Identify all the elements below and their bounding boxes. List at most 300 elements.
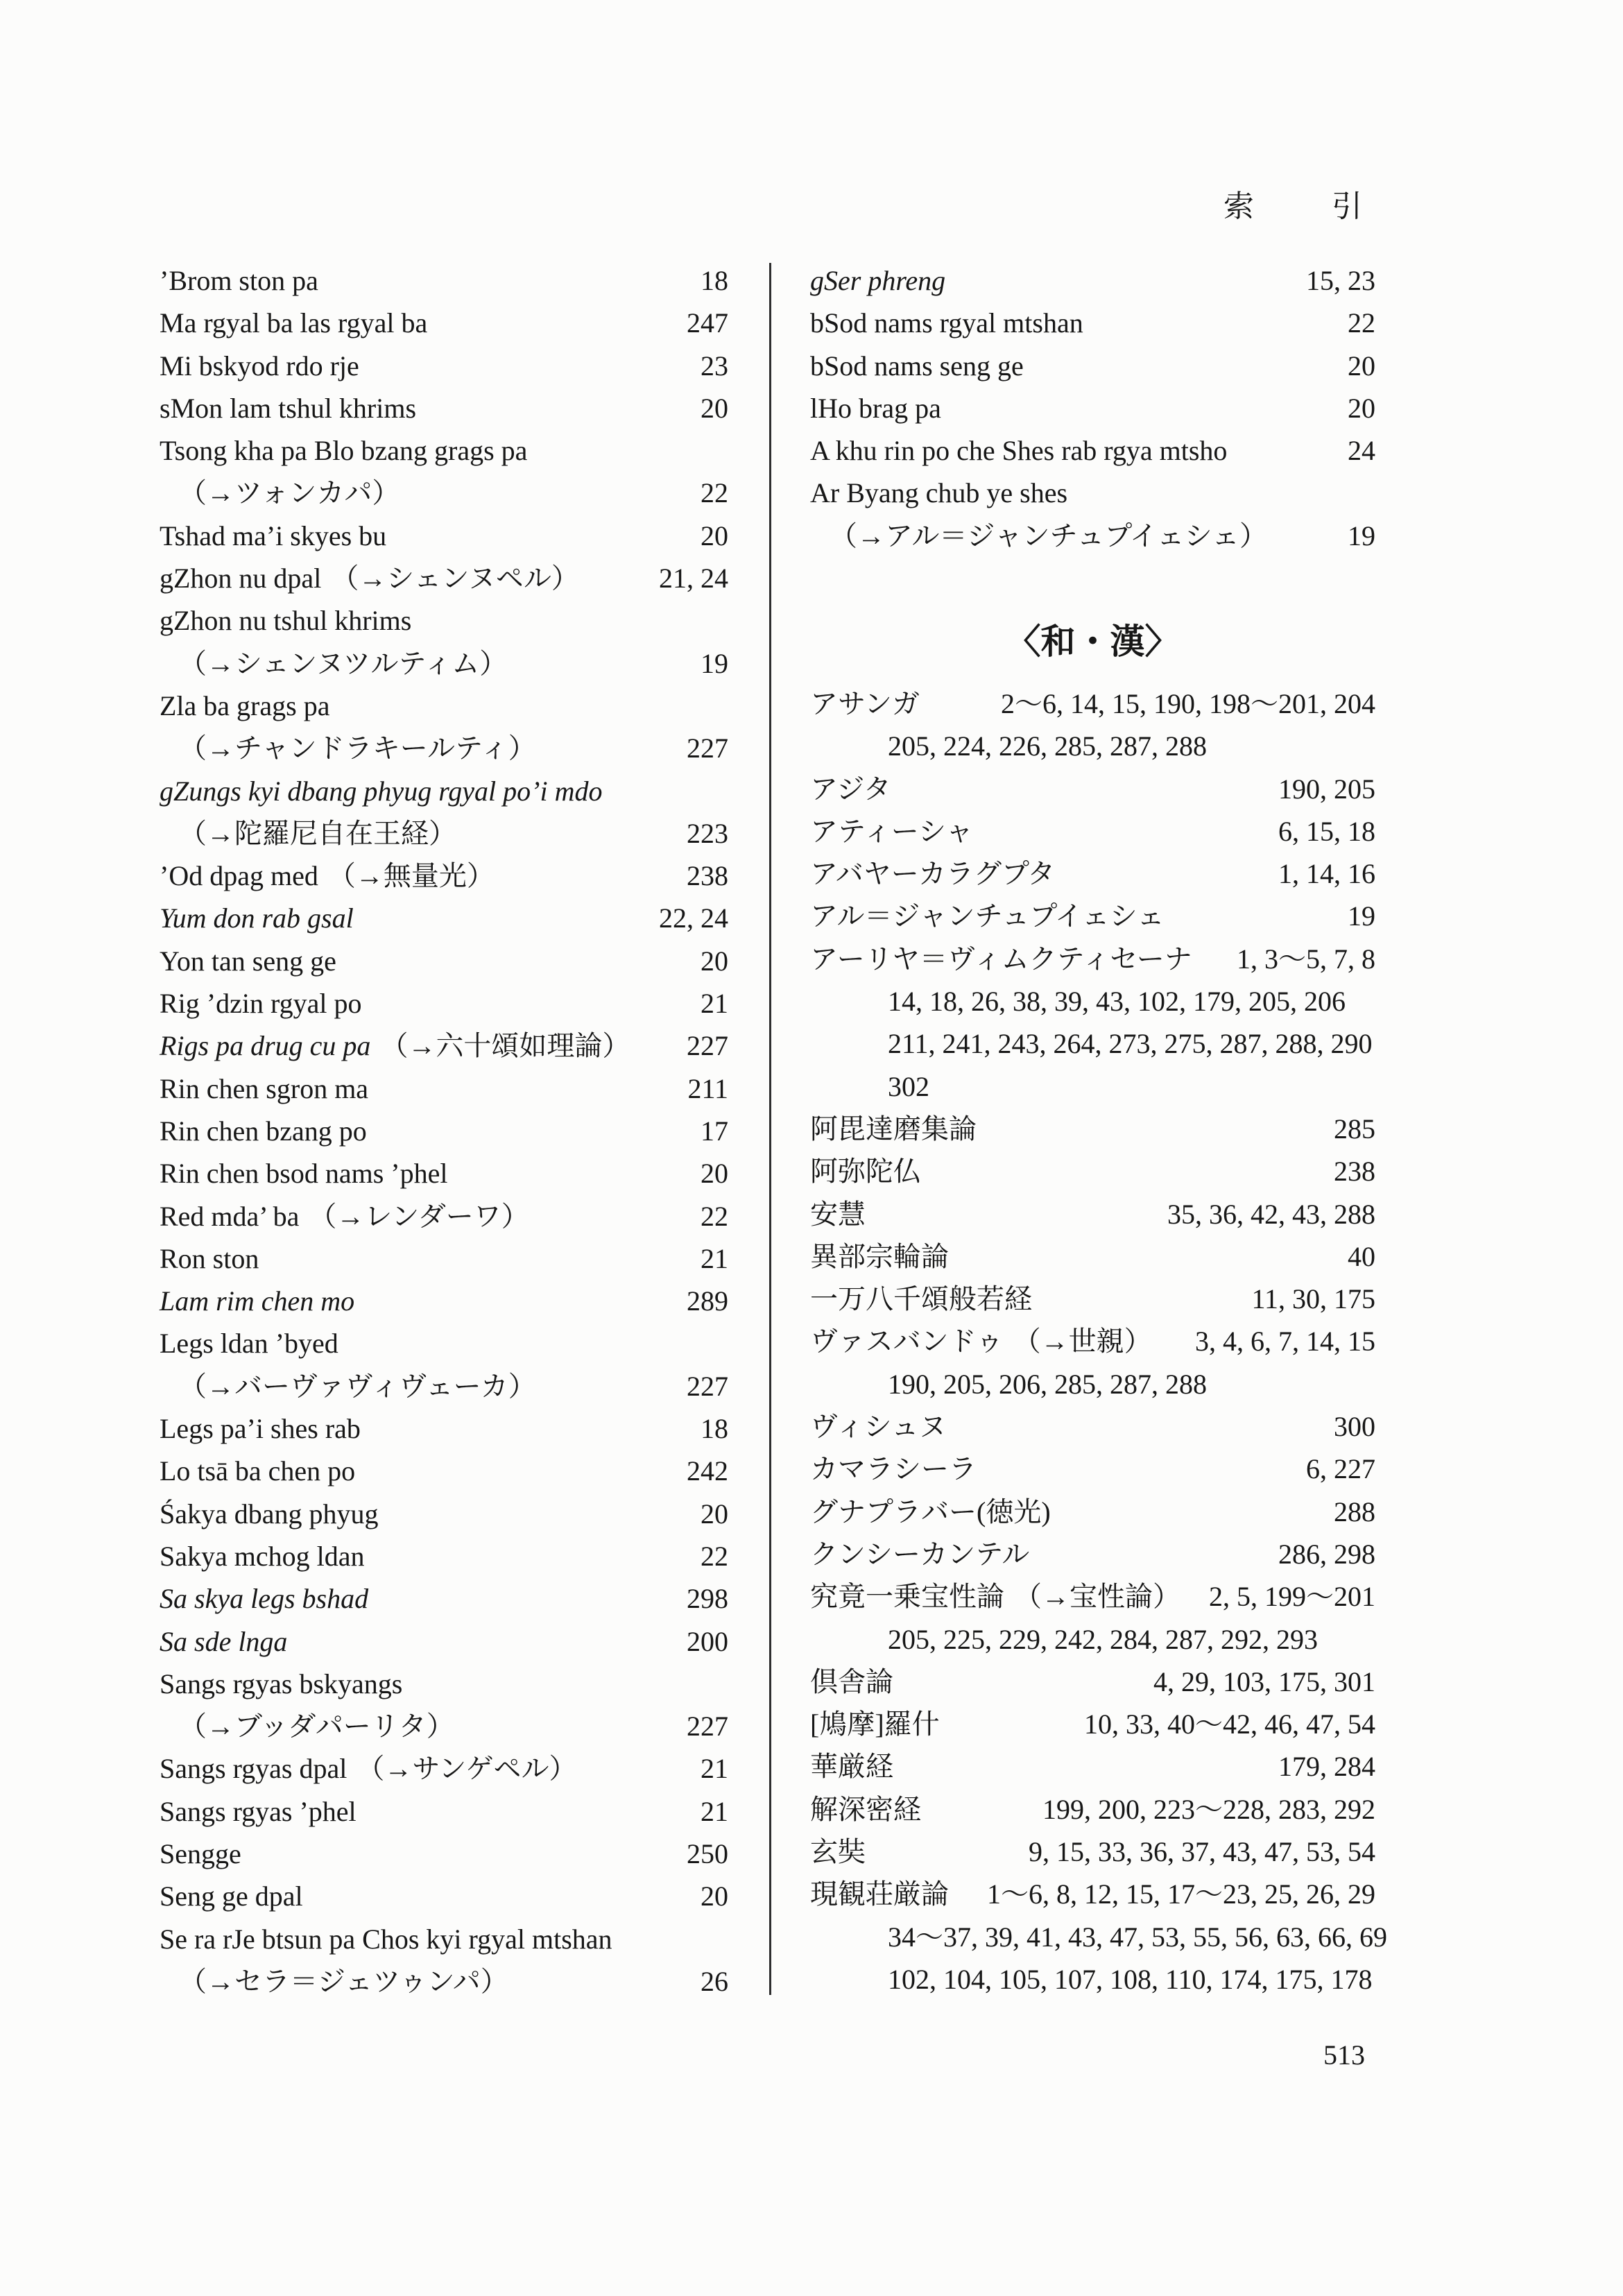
index-entry (810, 810, 1375, 853)
entry-term: bSod nams rgyal mtshan (810, 307, 1083, 339)
entry-term: 倶舎論 (810, 1665, 893, 1697)
entry-heading (160, 557, 579, 599)
entry-heading (160, 1663, 402, 1705)
entry-heading (810, 1533, 1029, 1575)
index-entry (160, 1493, 728, 1535)
index-entry (810, 259, 1375, 302)
entry-term: ’Brom ston pa (160, 265, 318, 296)
page-references: 286, 298 (1278, 1538, 1375, 1570)
entry-heading (810, 938, 1192, 980)
index-entry-continuation (810, 1958, 1375, 2001)
page-references: 223 (687, 817, 728, 849)
entry-term: ヴァスバンドゥ (810, 1326, 1004, 1357)
entry-heading (810, 768, 891, 810)
page-references: 20 (701, 1158, 728, 1190)
entry-heading (160, 1747, 577, 1790)
index-entry (160, 1663, 728, 1705)
index-entry (160, 685, 728, 727)
page-references: 20 (1348, 392, 1375, 424)
entry-term: gZhon nu dpal (160, 563, 322, 594)
page-references: 200 (687, 1625, 728, 1657)
running-head-char-1: 索 (1223, 189, 1254, 224)
index-entry (160, 1535, 728, 1577)
page-references: 10, 33, 40〜42, 46, 47, 54 (1084, 1708, 1375, 1740)
entry-heading (160, 1237, 259, 1280)
page-references: 20 (701, 1881, 728, 1912)
index-entry (160, 1918, 728, 1960)
index-entry (160, 515, 728, 557)
index-entry-continuation (160, 1365, 728, 1407)
cross-reference: （→サンゲペル） (357, 1753, 577, 1785)
index-entry-continuation (810, 1065, 1375, 1108)
entry-heading (160, 1493, 379, 1535)
page-references: 21 (701, 1242, 728, 1274)
entry-term: 阿毘達磨集論 (810, 1113, 977, 1145)
entry-term: Rin chen sgron ma (160, 1072, 369, 1104)
page-references: 2〜6, 14, 15, 190, 198〜201, 204 (1001, 688, 1375, 719)
entry-heading (810, 895, 1165, 937)
page-references: 20 (701, 945, 728, 977)
entry-term: Lo tsā ba chen po (160, 1455, 356, 1487)
left-column-entries (160, 259, 728, 2003)
entry-term: Legs pa’i shes rab (160, 1413, 361, 1445)
entry-term: Sakya mchog ldan (160, 1540, 365, 1572)
index-entry (160, 1237, 728, 1280)
running-head (0, 186, 1623, 228)
entry-heading (160, 1577, 368, 1620)
entry-heading (160, 1535, 365, 1577)
index-entry (810, 1873, 1375, 1915)
index-entry (810, 472, 1375, 514)
index-entry (160, 1280, 728, 1322)
entry-heading (160, 1620, 287, 1663)
index-entry (160, 897, 728, 939)
entry-term: Ron ston (160, 1242, 259, 1274)
entry-term: 玄奘 (810, 1836, 866, 1868)
section-heading: 〈和・漢〉 (1006, 621, 1180, 662)
page-references: 2, 5, 199〜201 (1209, 1581, 1375, 1613)
entry-heading (810, 1405, 947, 1448)
column-divider (769, 263, 771, 1995)
page-references: 227 (687, 1711, 728, 1742)
entry-heading (810, 980, 1346, 1022)
entry-heading (810, 1278, 1032, 1320)
page-references: 285 (1334, 1113, 1375, 1145)
page-references: 19 (1348, 520, 1375, 551)
index-entry-continuation (160, 812, 728, 855)
entry-heading (160, 1068, 368, 1110)
index-entry-continuation (160, 727, 728, 769)
entry-heading (810, 1575, 1180, 1618)
entry-heading (160, 1365, 536, 1407)
index-entry (810, 768, 1375, 810)
index-entry (810, 1575, 1375, 1618)
index-entry (160, 770, 728, 812)
page-references: 238 (1334, 1156, 1375, 1188)
index-entry (810, 1831, 1375, 1873)
page-references: 300 (1334, 1411, 1375, 1443)
entry-heading (810, 1150, 921, 1192)
entry-heading (160, 1110, 367, 1152)
entry-heading (810, 1831, 866, 1873)
entry-term: Seng ge dpal (160, 1881, 303, 1912)
entry-term: [鳩摩]羅什 (810, 1708, 940, 1740)
entry-term: gZhon nu tshul khrims (160, 605, 412, 637)
page-references: 289 (687, 1285, 728, 1317)
entry-heading (810, 1363, 1207, 1405)
index-entry (160, 557, 728, 599)
entry-heading (810, 1873, 949, 1915)
entry-heading (810, 1745, 893, 1788)
entry-heading (810, 1193, 866, 1235)
index-entry (160, 1833, 728, 1875)
entry-term: アサンガ (810, 688, 920, 719)
page-references: 11, 30, 175 (1251, 1283, 1375, 1315)
entry-heading (810, 853, 1055, 895)
entry-term: Yum don rab gsal (160, 902, 354, 934)
page-references: 1, 3〜5, 7, 8 (1237, 943, 1375, 975)
entry-term: Ar Byang chub ye shes (810, 477, 1068, 509)
entry-term: Sengge (160, 1837, 241, 1869)
entry-term: Se ra rJe btsun pa Chos kyi rgyal mtshan (160, 1923, 612, 1955)
index-entry (810, 1448, 1375, 1490)
cross-reference: （→レンダーワ） (309, 1200, 529, 1232)
page-references: 20 (1348, 350, 1375, 382)
entry-term: lHo brag pa (810, 392, 941, 424)
index-entry (160, 1407, 728, 1450)
cross-reference: （→バーヴァヴィヴェーカ） (179, 1370, 536, 1402)
index-entry (160, 1068, 728, 1110)
entry-term: Tsong kha pa Blo bzang grags pa (160, 435, 528, 467)
page-references: 250 (687, 1837, 728, 1869)
entry-term: 究竟一乗宝性論 (810, 1581, 1004, 1613)
entry-term: Sa sde lnga (160, 1625, 288, 1657)
page-references: 190, 205 (1278, 773, 1375, 805)
page-references: 211, 241, 243, 264, 273, 275, 287, 288, 290 (888, 1028, 1373, 1060)
entry-heading (160, 472, 400, 514)
entry-term: Tshad ma’i skyes bu (160, 520, 387, 551)
index-entry (810, 1108, 1375, 1150)
entry-heading (810, 472, 1067, 514)
entry-heading (810, 1235, 949, 1278)
entry-heading (160, 1875, 303, 1917)
entry-heading (160, 387, 416, 429)
entry-term: Red mda’ ba (160, 1200, 300, 1232)
entry-heading (160, 599, 411, 642)
index-entry (810, 1745, 1375, 1788)
entry-heading (160, 855, 495, 897)
page-references: 18 (701, 265, 728, 296)
entry-heading (810, 1108, 977, 1150)
page-references: 35, 36, 42, 43, 288 (1167, 1198, 1375, 1230)
entry-heading (810, 259, 945, 302)
entry-term: gSer phreng (810, 265, 946, 296)
index-entry (810, 1703, 1375, 1745)
entry-heading (810, 1788, 921, 1831)
entry-heading (160, 727, 536, 769)
page-references: 247 (687, 307, 728, 339)
entry-term: sMon lam tshul khrims (160, 392, 417, 424)
entry-term: Legs ldan ’byed (160, 1328, 338, 1360)
page-references: 15, 23 (1306, 265, 1375, 296)
entry-term: カマラシーラ (810, 1453, 977, 1485)
entry-heading (160, 1280, 354, 1322)
page-references: 205, 225, 229, 242, 284, 287, 292, 293 (888, 1623, 1318, 1655)
index-entry-continuation (810, 1022, 1375, 1065)
entry-term: Rin chen bzang po (160, 1115, 367, 1147)
index-entry (810, 853, 1375, 895)
index-entry (160, 982, 728, 1025)
index-entry (160, 1025, 728, 1067)
page-references: 179, 284 (1278, 1751, 1375, 1783)
entry-term: クンシーカンテル (810, 1538, 1030, 1570)
entry-heading (160, 1322, 338, 1364)
entry-heading (160, 812, 456, 855)
entry-heading (810, 683, 920, 725)
index-entry (810, 1193, 1375, 1235)
entry-term: Sangs rgyas ’phel (160, 1795, 357, 1827)
entry-term: ヴィシュヌ (810, 1411, 947, 1443)
page-references: 21, 24 (659, 563, 728, 594)
entry-heading (810, 429, 1227, 472)
entry-heading (160, 1918, 612, 1960)
index-entry (160, 940, 728, 982)
entry-term: アーリヤ＝ヴィムクティセーナ (810, 943, 1192, 975)
entry-heading (160, 897, 354, 939)
entry-heading (810, 1448, 977, 1490)
index-entry (160, 1747, 728, 1790)
page-references: 26 (701, 1965, 728, 1997)
entry-term: Rig ’dzin rgyal po (160, 988, 362, 1020)
entry-heading (160, 429, 527, 472)
page-references: 227 (687, 733, 728, 764)
index-entry (160, 259, 728, 302)
entry-heading (160, 1833, 241, 1875)
entry-heading (810, 1916, 1387, 1958)
index-entry (160, 855, 728, 897)
cross-reference: （→宝性論） (1014, 1581, 1180, 1613)
index-entry-continuation (160, 472, 728, 514)
index-entry (810, 938, 1375, 980)
entry-heading (810, 1491, 1051, 1533)
entry-term: 安慧 (810, 1198, 866, 1230)
entry-term: Sa skya legs bshad (160, 1583, 369, 1615)
entry-heading (810, 1320, 1152, 1362)
right-column-tibetan-entries (810, 259, 1375, 557)
entry-term: グナプラバー(徳光) (810, 1496, 1051, 1527)
page-references: 6, 227 (1306, 1453, 1375, 1485)
entry-heading (810, 810, 973, 853)
entry-term: 阿弥陀仏 (810, 1156, 921, 1188)
index-entry (160, 345, 728, 387)
entry-heading (810, 515, 1267, 557)
index-entry-continuation (160, 1705, 728, 1747)
page-references: 242 (687, 1455, 728, 1487)
entry-heading (160, 302, 427, 344)
entry-heading (160, 259, 318, 302)
page-references: 19 (1348, 900, 1375, 932)
entry-heading (160, 982, 361, 1025)
cross-reference: （→シェンヌツルティム） (179, 647, 508, 679)
page-number: 513 (1323, 2039, 1365, 2071)
page-references: 102, 104, 105, 107, 108, 110, 174, 175, 178 (888, 1963, 1373, 1995)
index-entry (160, 1620, 728, 1663)
entry-heading (160, 1195, 529, 1237)
index-entry (160, 1790, 728, 1833)
page-references: 19 (701, 647, 728, 679)
page-references: 24 (1348, 435, 1375, 467)
page-references: 1〜6, 8, 12, 15, 17〜23, 25, 26, 29 (987, 1878, 1375, 1910)
index-entry (160, 387, 728, 429)
page-references: 6, 15, 18 (1278, 815, 1375, 847)
page-references: 40 (1348, 1240, 1375, 1272)
entry-heading (160, 1705, 454, 1747)
entry-term: Zla ba grags pa (160, 689, 330, 721)
entry-heading (160, 515, 386, 557)
index-entry (810, 1320, 1375, 1362)
index-entry (160, 1322, 728, 1364)
cross-reference: （→陀羅尼自在王経） (179, 817, 456, 849)
cross-reference: （→六十頌如理論） (380, 1030, 630, 1062)
page-references: 1, 14, 16 (1278, 858, 1375, 890)
entry-heading (160, 1407, 361, 1450)
entry-heading (160, 345, 359, 387)
index-entry (810, 1405, 1375, 1448)
index-entry (810, 1661, 1375, 1703)
entry-heading (810, 1958, 1373, 2001)
entry-term: Ma rgyal ba las rgyal ba (160, 307, 428, 339)
entry-heading (810, 345, 1024, 387)
index-entry (160, 1875, 728, 1917)
page-references: 34〜37, 39, 41, 43, 47, 53, 55, 56, 63, 66, 69 (888, 1921, 1387, 1953)
index-entry (810, 1788, 1375, 1831)
entry-term: 解深密経 (810, 1793, 921, 1825)
entry-term: アティーシャ (810, 815, 974, 847)
index-entry (160, 599, 728, 642)
index-entry-continuation (810, 725, 1375, 767)
cross-reference: （→無量光） (327, 860, 495, 892)
index-entry (810, 895, 1375, 937)
page-references: 22 (701, 477, 728, 509)
index-entry (810, 1235, 1375, 1278)
index-entry (160, 1577, 728, 1620)
page-references: 21 (701, 988, 728, 1020)
index-entry (160, 429, 728, 472)
entry-heading (810, 1661, 893, 1703)
entry-term: Mi bskyod rdo rje (160, 350, 359, 382)
entry-term: bSod nams seng ge (810, 350, 1024, 382)
page-references: 227 (687, 1370, 728, 1402)
index-entry (160, 1152, 728, 1194)
page-references: 23 (701, 350, 728, 382)
page-references: 18 (701, 1413, 728, 1445)
index-entry (160, 1110, 728, 1152)
cross-reference: （→ツォンカパ） (179, 477, 400, 509)
cross-reference: （→ブッダパーリタ） (179, 1711, 454, 1742)
page-references: 22 (701, 1200, 728, 1232)
index-entry (160, 1195, 728, 1237)
page-references: 14, 18, 26, 38, 39, 43, 102, 179, 205, 206 (888, 986, 1346, 1018)
running-head-char-2: 引 (1332, 189, 1362, 224)
entry-heading (160, 940, 336, 982)
entry-term: Yon tan seng ge (160, 945, 336, 977)
index-entry-continuation (160, 1960, 728, 2003)
index-entry-continuation (160, 642, 728, 685)
page-references: 3, 4, 6, 7, 14, 15 (1195, 1326, 1375, 1357)
entry-term: 一万八千頌般若経 (810, 1283, 1032, 1315)
entry-heading (160, 1790, 357, 1833)
index-entry (810, 683, 1375, 725)
entry-heading (160, 1152, 448, 1194)
page-references: 22, 24 (659, 902, 728, 934)
entry-heading (810, 1618, 1318, 1661)
index-entry (810, 387, 1375, 429)
page-references: 238 (687, 860, 728, 892)
page-references: 298 (687, 1583, 728, 1615)
index-entry (810, 1150, 1375, 1192)
page-references: 205, 224, 226, 285, 287, 288 (888, 730, 1207, 762)
entry-heading (810, 1703, 940, 1745)
index-entry-continuation (810, 515, 1375, 557)
entry-term: A khu rin po che Shes rab rgya mtsho (810, 435, 1228, 467)
page-references: 211 (687, 1072, 728, 1104)
entry-term: 現観荘厳論 (810, 1878, 949, 1910)
entry-term: Sangs rgyas bskyangs (160, 1668, 403, 1699)
index-entry (810, 302, 1375, 344)
index-entry (810, 345, 1375, 387)
entry-term: Lam rim chen mo (160, 1285, 355, 1317)
page-references: 190, 205, 206, 285, 287, 288 (888, 1368, 1207, 1400)
index-entry (810, 1533, 1375, 1575)
cross-reference: （→アル＝ジャンチュプイェシェ） (830, 520, 1267, 551)
entry-term: アバヤーカラグプタ (810, 858, 1056, 890)
entry-heading (160, 685, 329, 727)
page-references: 20 (701, 392, 728, 424)
page-references: 302 (888, 1070, 929, 1102)
entry-heading (810, 1065, 929, 1108)
page-references: 21 (701, 1753, 728, 1785)
page-references: 20 (701, 520, 728, 551)
entry-heading (810, 387, 941, 429)
index-entry-continuation (810, 980, 1375, 1022)
entry-term: ’Od dpag med (160, 860, 318, 892)
entry-term: アジタ (810, 773, 891, 805)
index-entry (160, 302, 728, 344)
index-entry-continuation (810, 1916, 1387, 1958)
entry-term: Rin chen bsod nams ’phel (160, 1158, 448, 1190)
entry-term: アル＝ジャンチュプイェシェ (810, 900, 1165, 932)
entry-term: 華厳経 (810, 1751, 893, 1783)
entry-term: Rigs pa drug cu pa (160, 1030, 371, 1062)
entry-term: Śakya dbang phyug (160, 1498, 379, 1530)
index-entry-continuation (810, 1618, 1375, 1661)
entry-heading (810, 302, 1083, 344)
index-entry (160, 1450, 728, 1492)
page-references: 20 (701, 1498, 728, 1530)
index-entry (810, 1278, 1375, 1320)
cross-reference: （→セラ＝ジェツゥンパ） (179, 1965, 508, 1997)
index-entry (810, 1491, 1375, 1533)
page-references: 21 (701, 1795, 728, 1827)
index-entry (810, 429, 1375, 472)
page-references: 9, 15, 33, 36, 37, 43, 47, 53, 54 (1029, 1836, 1375, 1868)
index-entry-continuation (810, 1363, 1375, 1405)
cross-reference: （→世親） (1013, 1326, 1152, 1357)
cross-reference: （→シェンヌペル） (331, 563, 579, 594)
entry-heading (810, 725, 1207, 767)
entry-heading (160, 1025, 630, 1067)
entry-term: Sangs rgyas dpal (160, 1753, 347, 1785)
